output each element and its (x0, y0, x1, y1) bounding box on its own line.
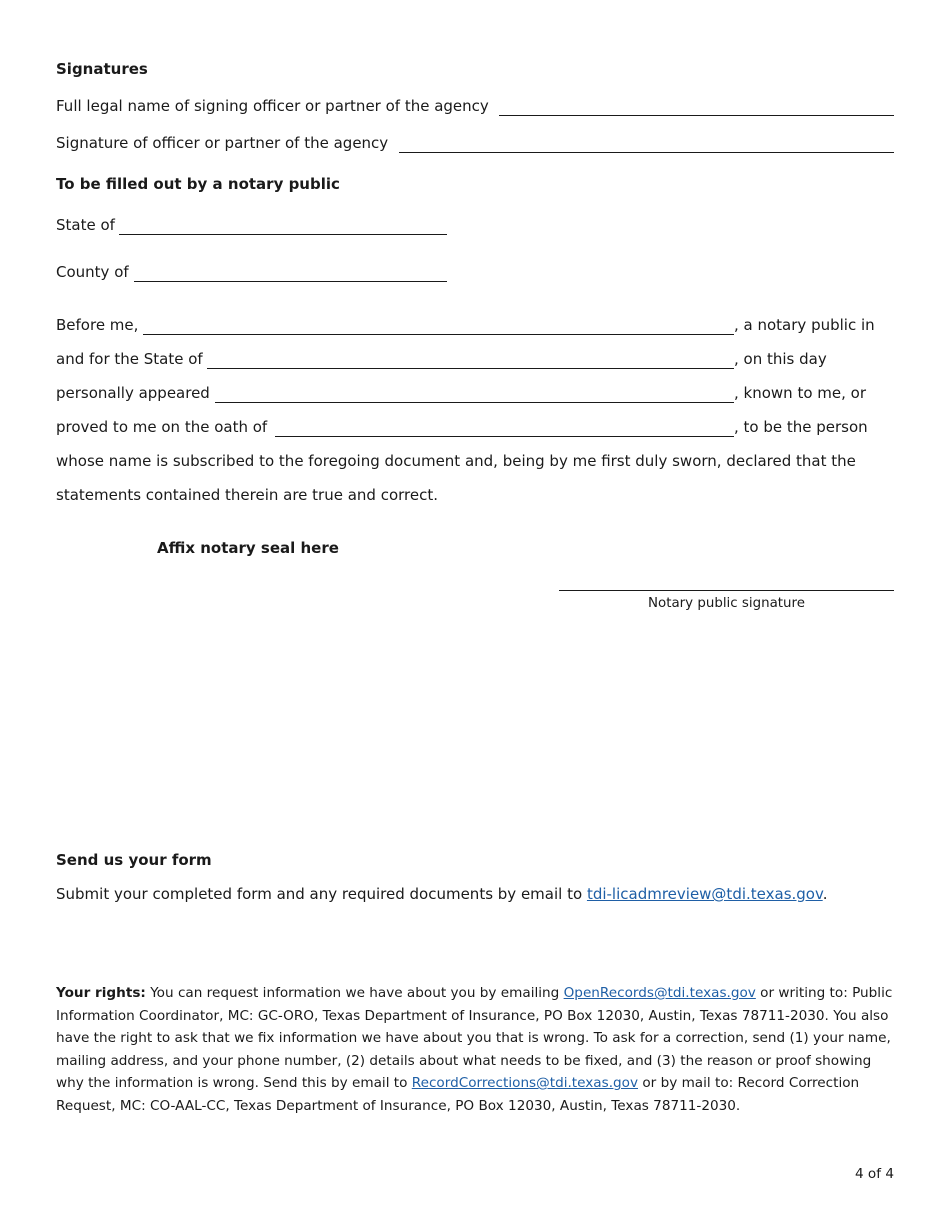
on-this-day-text: , on this day (734, 350, 827, 368)
rights-label: Your rights: (56, 985, 146, 1001)
rights-text2: or writing to: Public Information Coordinator, MC: GC-ORO, Texas Department of Insurance, PO Box 12030, Austin, Texas 78711-2030. You also have the right to ask that we fix information we have about you that is wrong. To ask for a correction, send (1) your name, mailing address, and your phone number, (2) details about what needs to be fixed, and (3) the reason or proof showing why the information is wrong. Send this by email to (56, 985, 893, 1091)
signatures-heading: Signatures (56, 60, 148, 78)
state-label: State of (56, 216, 115, 234)
rights-paragraph (56, 982, 898, 1117)
notary-statement-line6: statements contained therein are true and correct. (56, 486, 438, 504)
officer-signature-field[interactable] (399, 152, 894, 153)
notary-heading: To be filled out by a notary public (56, 175, 340, 193)
before-me-label: Before me, (56, 316, 139, 334)
open-records-email-link[interactable]: OpenRecords@tdi.texas.gov (563, 985, 756, 1001)
send-instructions: Submit your completed form and any required documents by email to (56, 885, 583, 903)
county-field[interactable] (134, 281, 447, 282)
state-field[interactable] (119, 234, 447, 235)
known-to-me-text: , known to me, or (734, 384, 866, 402)
appeared-name-field[interactable] (215, 402, 734, 403)
full-name-field[interactable] (499, 115, 894, 116)
notary-signature-field[interactable] (559, 590, 894, 591)
page-number: 4 of 4 (854, 1166, 894, 1182)
notary-signature-caption: Notary public signature (648, 596, 805, 611)
send-text (56, 885, 827, 903)
notary-state-field[interactable] (207, 368, 734, 369)
send-period: . (822, 885, 828, 903)
signature-label: Signature of officer or partner of the agency (56, 134, 389, 152)
oath-of-label: proved to me on the oath of (56, 418, 268, 436)
state-of-label: and for the State of (56, 350, 203, 368)
record-corrections-email-link[interactable]: RecordCorrections@tdi.texas.gov (411, 1075, 639, 1091)
full-name-label: Full legal name of signing officer or partner of the agency (56, 97, 489, 115)
to-be-person-text: , to be the person (734, 418, 868, 436)
seal-label: Affix notary seal here (157, 539, 339, 557)
rights-text1: You can request information we have about you by emailing (150, 985, 560, 1001)
notary-name-field[interactable] (143, 334, 734, 335)
personally-appeared-label: personally appeared (56, 384, 210, 402)
rights-text3: or by mail to: Record Correction Request, MC: CO-AAL-CC, Texas Department of Insurance, PO Box 12030, Austin, Texas 78711-2030. (56, 1075, 860, 1114)
submission-email-link[interactable]: tdi-licadmreview@tdi.texas.gov (586, 885, 823, 903)
oath-name-field[interactable] (275, 436, 734, 437)
send-heading: Send us your form (56, 851, 212, 869)
county-label: County of (56, 263, 129, 281)
notary-public-in-text: , a notary public in (734, 316, 875, 334)
notary-statement-line5: whose name is subscribed to the foregoing document and, being by me first duly sworn, declared that the (56, 452, 856, 470)
